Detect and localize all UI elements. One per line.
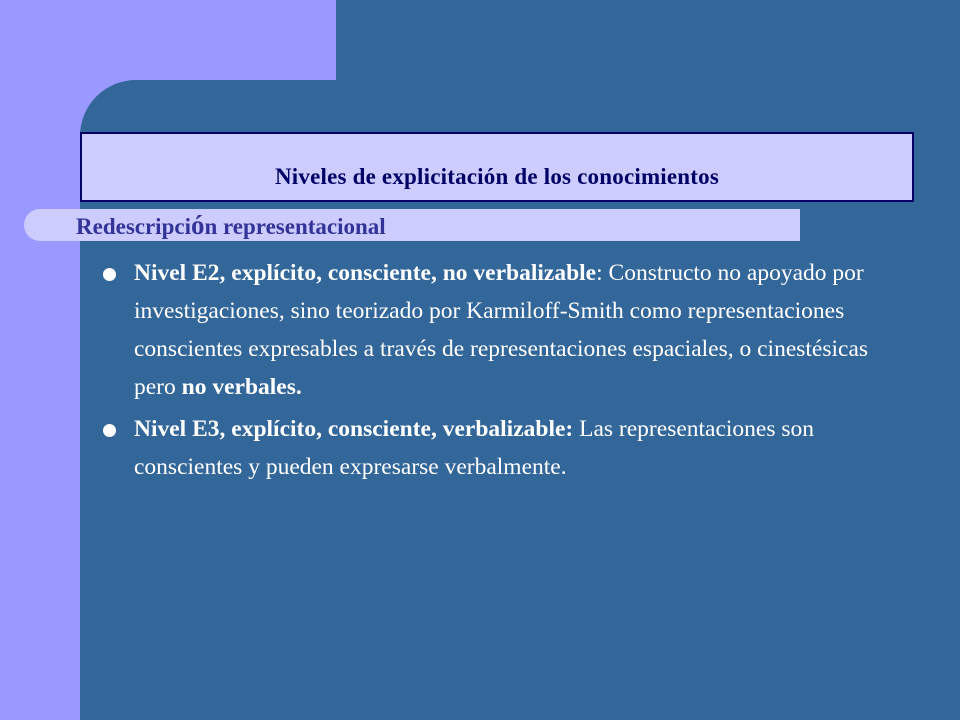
slide-subtitle bbox=[76, 211, 386, 241]
bullet-lead: Nivel E3, explícito, consciente, verbalizable: bbox=[134, 416, 574, 442]
bullet-lead: Nivel E2, explícito, consciente, no verbalizable bbox=[134, 260, 597, 286]
bullet-item bbox=[100, 254, 880, 406]
slide-title: Niveles de explicitación de los conocimientos bbox=[274, 164, 720, 189]
top-accent-band bbox=[0, 0, 336, 80]
subtitle-part-1: Redescripci bbox=[76, 214, 191, 239]
bullet-dot-icon bbox=[103, 268, 116, 281]
subtitle-part-2: n representacional bbox=[204, 214, 386, 239]
bullet-body: Las representaciones son conscientes y pueden expresarse verbalmente. bbox=[134, 416, 815, 480]
bullet-emphasis: no verbales. bbox=[181, 374, 302, 400]
bullet-colon: : bbox=[596, 260, 603, 286]
bullet-item bbox=[100, 410, 880, 486]
bullet-list bbox=[100, 254, 880, 490]
left-accent-band bbox=[0, 0, 80, 720]
title-box bbox=[80, 132, 914, 202]
bullet-dot-icon bbox=[103, 424, 116, 437]
subtitle-accent-char: ó bbox=[190, 210, 205, 240]
bullet-body: Constructo no apoyado por investigaciones, sino teorizado por Karmiloff-Smith como representaciones conscientes expresables a través de representaciones espaciales, o cinestésicas pero bbox=[134, 260, 869, 400]
